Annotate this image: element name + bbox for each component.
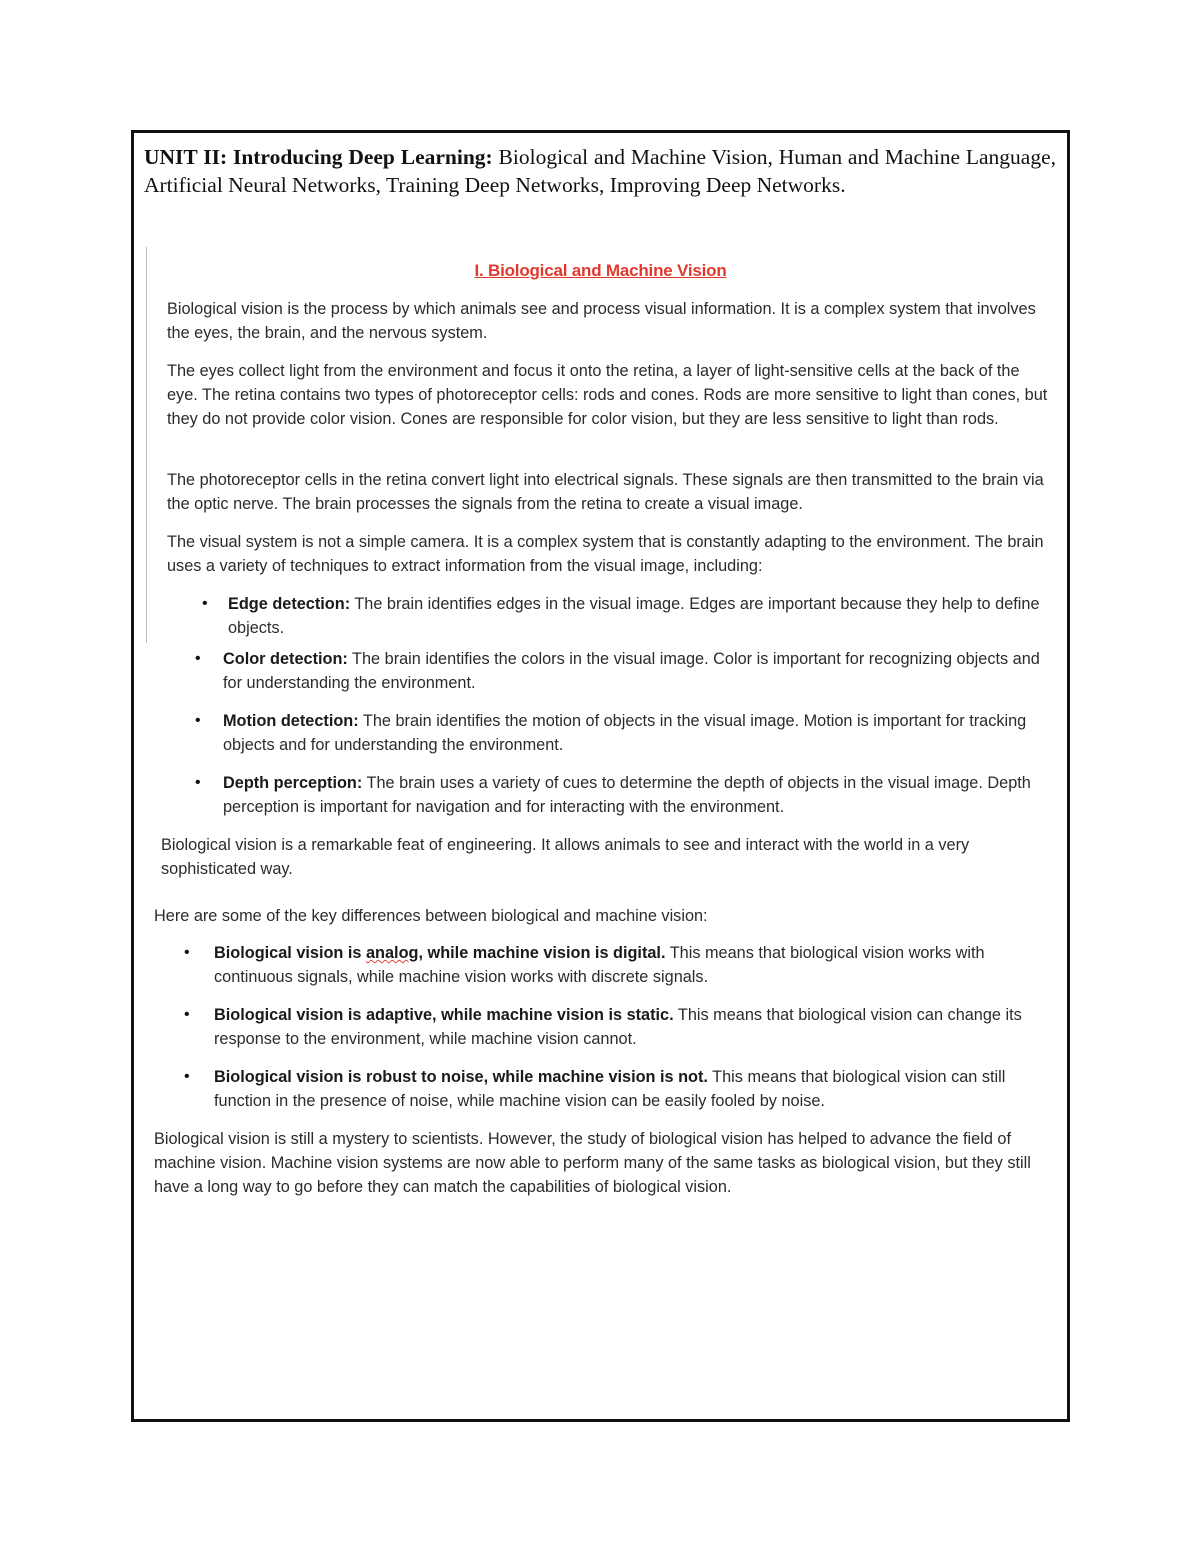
difference-term: Biological vision is adaptive, while machine vision is static. [214,1006,674,1024]
paragraph-feat: Biological vision is a remarkable feat of engineering. It allows animals to see and interact with the world in a very sophisticated way. [161,836,970,879]
page-frame [131,130,1070,1422]
bullet-icon: • [184,944,190,961]
unit-header [144,143,1056,199]
technique-term: Motion detection: [223,712,359,730]
list-item [202,592,1048,640]
list-item [195,709,1048,757]
technique-text: The brain identifies edges in the visual image. Edges are important because they help to define objects. [228,595,1040,638]
paragraph-photoreceptors: The photoreceptor cells in the retina convert light into electrical signals. These signals are then transmitted to the brain via the optic nerve. The brain processes the signals from the retina to create a visual image. [167,471,1044,514]
paragraph-closing: Biological vision is still a mystery to scientists. However, the study of biological vision has helped to advance the field of machine vision. Machine vision systems are now able to perform many of the same tasks as biological vision, but they still have a long way to go before they can match the capabilities of biological vision. [154,1130,1031,1197]
paragraph-intro: Biological vision is the process by which animals see and process visual information. It is a complex system that involves the eyes, the brain, and the nervous system. [167,300,1036,343]
paragraph-eyes: The eyes collect light from the environment and focus it onto the retina, a layer of light-sensitive cells at the back of the eye. The retina contains two types of photoreceptor cells: rods and cones. Rods are more sensitive to light than cones, but they do not provide color vision. Cones are responsible for color vision, but they are less sensitive to light than rods. [167,362,1048,429]
unit-header-bold: UNIT II: Introducing Deep Learning: [144,145,493,169]
paragraph-visual-system: The visual system is not a simple camera. It is a complex system that is constantly adapting to the environment. The brain uses a variety of techniques to extract information from the visual image, including: [167,533,1044,576]
technique-term: Edge detection: [228,595,351,613]
bullet-icon: • [184,1006,190,1023]
margin-rule [146,247,147,643]
difference-text: This means that biological vision can change its response to the environment, while machine vision cannot. [214,1006,1022,1049]
paragraph-differences-intro: Here are some of the key differences between biological and machine vision: [154,907,708,925]
list-item [184,1003,1024,1051]
technique-text: The brain identifies the motion of objects in the visual image. Motion is important for tracking objects and for understanding the environment. [223,712,1027,755]
difference-term: Biological vision is robust to noise, while machine vision is not. [214,1068,708,1086]
section-title: I. Biological and Machine Vision [474,261,727,280]
bullet-icon: • [202,595,208,612]
technique-text: The brain uses a variety of cues to determine the depth of objects in the visual image. Depth perception is important for navigation and for interacting with the environment. [223,774,1031,817]
technique-text: The brain identifies the colors in the visual image. Color is important for recognizing objects and for understanding the environment. [223,650,1040,693]
bullet-icon: • [195,712,201,729]
difference-term-underlined: analog [366,944,419,962]
bullet-icon: • [195,650,201,667]
technique-term: Color detection: [223,650,348,668]
list-item [195,771,1048,819]
bullet-icon: • [195,774,201,791]
bullet-icon: • [184,1068,190,1085]
unit-header-topics: Biological and Machine Vision, Human and Machine Language, Artificial Neural Networks, Training Deep Networks, Improving Deep Networks. [144,145,1056,197]
difference-term [214,944,665,962]
list-item [184,941,1024,989]
difference-text: This means that biological vision can still function in the presence of noise, while machine vision can be easily fooled by noise. [214,1068,1006,1111]
difference-text: This means that biological vision works with continuous signals, while machine vision works with discrete signals. [214,944,985,987]
difference-term-b: , while machine vision is digital. [418,944,666,962]
technique-term: Depth perception: [223,774,363,792]
list-item [184,1065,1044,1113]
list-item [195,647,1048,695]
difference-term-a: Biological vision is [214,944,366,962]
